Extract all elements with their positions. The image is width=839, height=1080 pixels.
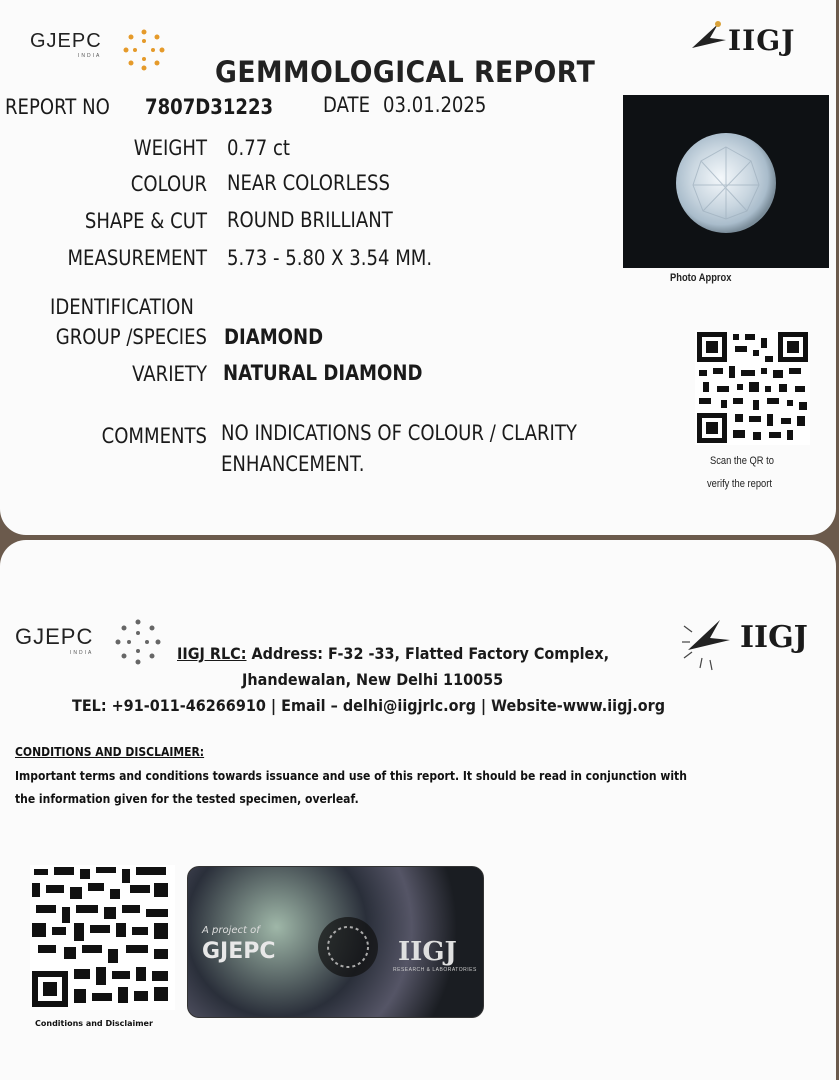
conditions-title: CONDITIONS AND DISCLAIMER:	[15, 745, 205, 759]
group-species-value: DIAMOND	[224, 325, 324, 349]
page-title: GEMMOLOGICAL REPORT	[215, 55, 596, 89]
group-species-label: GROUP /SPECIES	[55, 325, 208, 349]
comments-value-line1: NO INDICATIONS OF COLOUR / CLARITY	[221, 421, 577, 445]
colour-value: NEAR COLORLESS	[227, 171, 390, 195]
hologram-emblem-icon	[308, 907, 388, 987]
conditions-qr-code[interactable]	[30, 865, 175, 1010]
iigj-star-icon	[688, 18, 728, 54]
gjepc-logo-text: GJEPC	[30, 30, 102, 52]
comments-label: COMMENTS	[101, 424, 207, 448]
variety-label: VARIETY	[132, 362, 207, 386]
iigj-logo-text: IIGJ	[728, 24, 796, 57]
gjepc-emblem-back-icon	[112, 616, 164, 668]
report-no-label: REPORT NO	[5, 95, 110, 119]
report-front-card	[0, 0, 836, 535]
qr-caption-line1: Scan the QR to	[710, 455, 774, 467]
report-no-value: 7807D31223	[145, 95, 274, 119]
weight-value: 0.77 ct	[227, 136, 290, 160]
gjepc-logo-back-sub: INDIA	[70, 650, 94, 656]
gjepc-logo	[30, 30, 102, 59]
address-label: IIGJ RLC:	[177, 644, 247, 663]
colour-label: COLOUR	[130, 172, 207, 196]
iigj-logo-back-text: IIGJ	[740, 620, 808, 655]
contact-line: TEL: +91-011-46266910 | Email – delhi@iigjrlc.org | Website-www.iigj.org	[72, 696, 666, 715]
gjepc-logo-sub: INDIA	[78, 53, 102, 59]
hologram-gjepc-text: GJEPC	[202, 939, 276, 964]
gjepc-logo-back	[15, 624, 93, 656]
comments-value-line2: ENHANCEMENT.	[221, 452, 365, 476]
diamond-icon	[623, 95, 829, 268]
shape-cut-value: ROUND BRILLIANT	[227, 208, 393, 232]
iigj-star-back-icon	[680, 612, 738, 672]
hologram-iigj-sub: RESEARCH & LABORATORIES	[393, 967, 477, 973]
weight-label: WEIGHT	[133, 136, 207, 160]
hologram-iigj-text: IIGJ	[398, 937, 457, 967]
address-line2: Jhandewalan, New Delhi 110055	[242, 670, 504, 689]
date-label: DATE	[323, 93, 370, 117]
conditions-line2: the information given for the tested specimen, overleaf.	[15, 792, 359, 806]
diamond-photo	[623, 95, 829, 268]
measurement-value: 5.73 - 5.80 X 3.54 MM.	[227, 246, 433, 270]
report-back-card	[0, 540, 836, 1080]
security-hologram	[187, 866, 484, 1018]
conditions-line1: Important terms and conditions towards issuance and use of this report. It should be read in conjunction with	[15, 769, 687, 783]
conditions-qr-caption: Conditions and Disclaimer	[35, 1019, 153, 1028]
address-line1	[177, 644, 609, 663]
qr-caption-line2: verify the report	[707, 478, 772, 490]
gjepc-emblem-icon	[120, 26, 168, 74]
measurement-label: MEASUREMENT	[67, 246, 207, 270]
variety-value: NATURAL DIAMOND	[223, 361, 423, 385]
hologram-project-text: A project of	[202, 925, 260, 936]
photo-caption: Photo Approx	[670, 272, 732, 284]
address-text-1: Address: F-32 -33, Flatted Factory Complex,	[251, 644, 610, 663]
shape-cut-label: SHAPE & CUT	[84, 209, 207, 233]
identification-label: IDENTIFICATION	[50, 295, 194, 319]
verify-qr-code[interactable]	[695, 330, 810, 445]
gjepc-logo-back-text: GJEPC	[15, 624, 94, 649]
date-value: 03.01.2025	[383, 93, 487, 117]
